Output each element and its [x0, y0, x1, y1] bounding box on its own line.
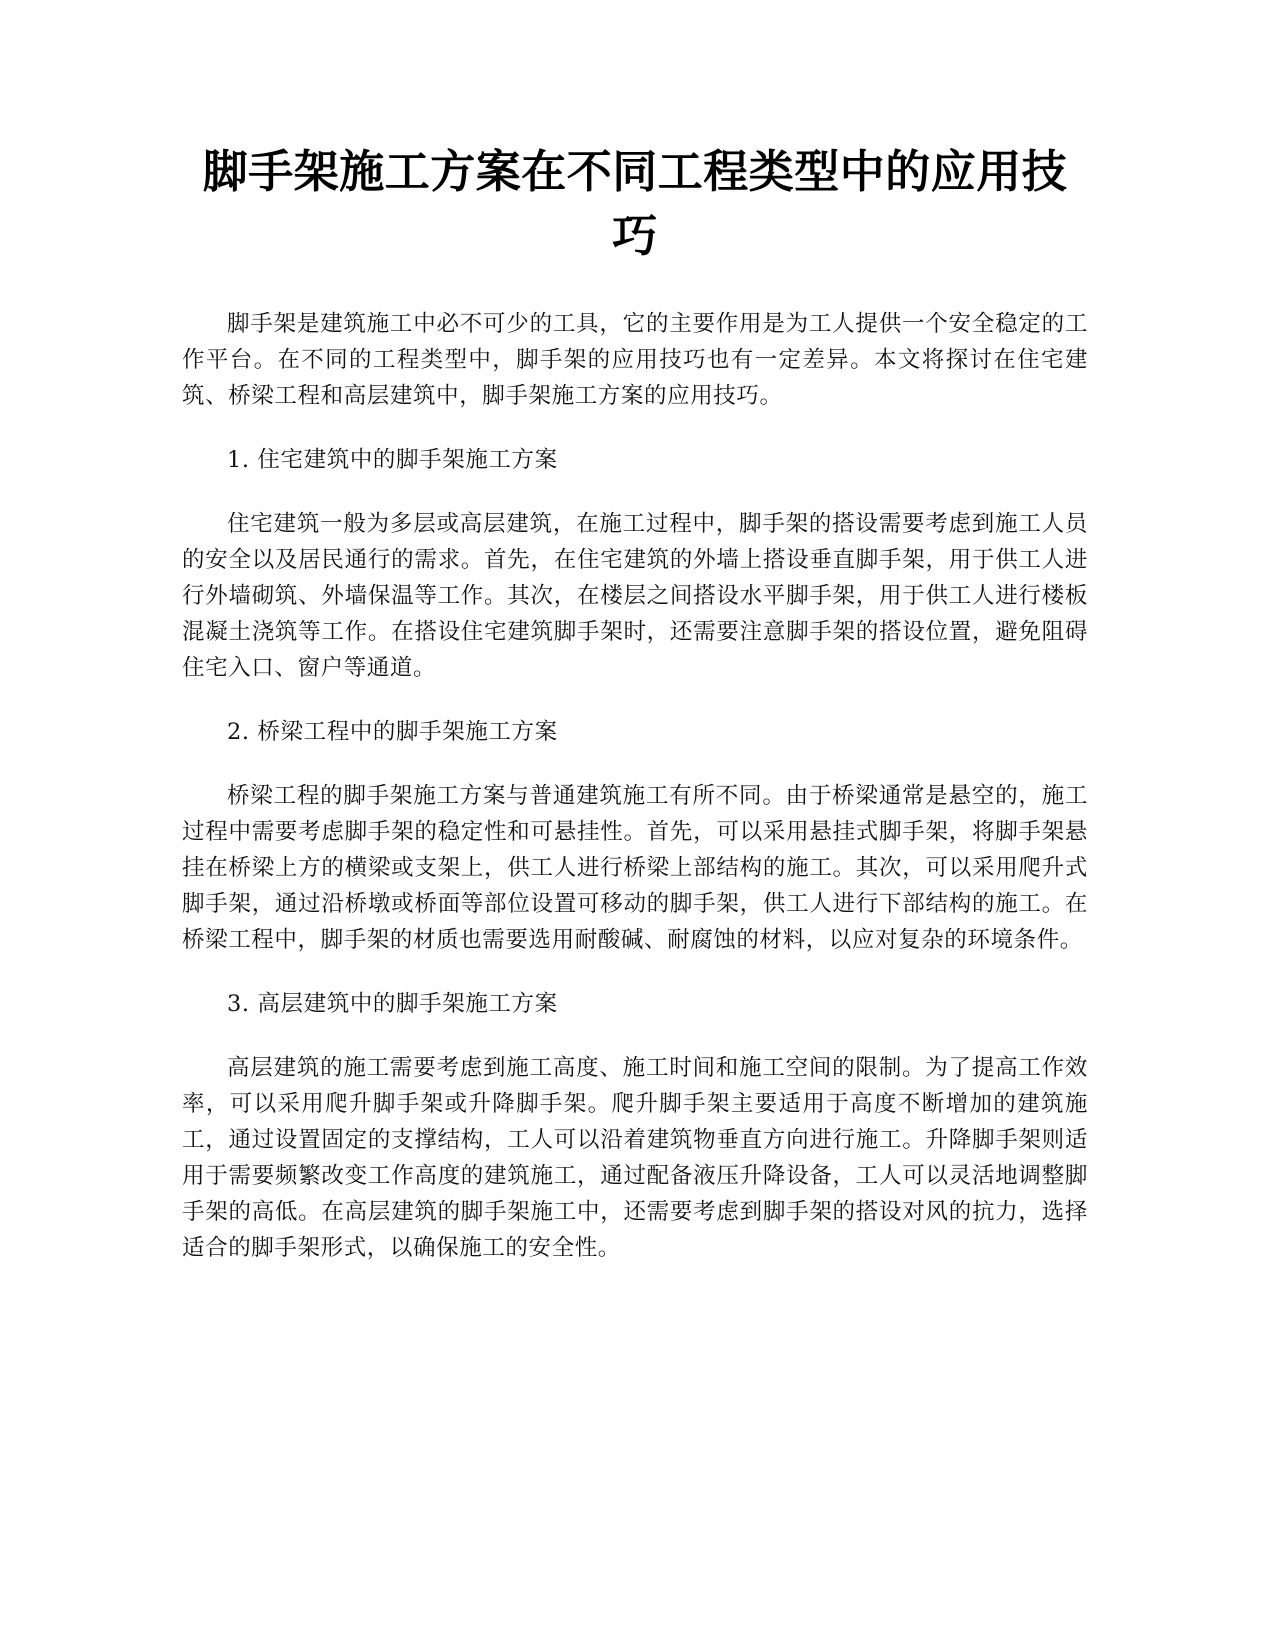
document-body	[182, 306, 1088, 1266]
section-body-bridge: 桥梁工程的脚手架施工方案与普通建筑施工有所不同。由于桥梁通常是悬空的，施工过程中需要考虑脚手架的稳定性和可悬挂性。首先，可以采用悬挂式脚手架，将脚手架悬挂在桥梁上方的横梁或支架上，供工人进行桥梁上部结构的施工。其次，可以采用爬升式脚手架，通过沿桥墩或桥面等部位设置可移动的脚手架，供工人进行下部结构的施工。在桥梁工程中，脚手架的材质也需要选用耐酸碱、耐腐蚀的材料，以应对复杂的环境条件。	[182, 783, 1088, 953]
section-heading-residential: 1. 住宅建筑中的脚手架施工方案	[227, 447, 558, 473]
section-body-residential: 住宅建筑一般为多层或高层建筑，在施工过程中，脚手架的搭设需要考虑到施工人员的安全以及居民通行的需求。首先，在住宅建筑的外墙上搭设垂直脚手架，用于供工人进行外墙砌筑、外墙保温等工作。其次，在楼层之间搭设水平脚手架，用于供工人进行楼板混凝土浇筑等工作。在搭设住宅建筑脚手架时，还需要注意脚手架的搭设位置，避免阻碍住宅入口、窗户等通道。	[182, 511, 1088, 681]
section-heading-highrise: 3. 高层建筑中的脚手架施工方案	[227, 991, 558, 1017]
document-page	[182, 140, 1088, 1294]
section-heading-bridge: 2. 桥梁工程中的脚手架施工方案	[227, 719, 558, 745]
document-title: 脚手架施工方案在不同工程类型中的应用技巧	[202, 145, 1068, 262]
intro-paragraph: 脚手架是建筑施工中必不可少的工具，它的主要作用是为工人提供一个安全稳定的工作平台。在不同的工程类型中，脚手架的应用技巧也有一定差异。本文将探讨在住宅建筑、桥梁工程和高层建筑中，脚手架施工方案的应用技巧。	[182, 311, 1088, 409]
section-body-highrise: 高层建筑的施工需要考虑到施工高度、施工时间和施工空间的限制。为了提高工作效率，可以采用爬升脚手架或升降脚手架。爬升脚手架主要适用于高度不断增加的建筑施工，通过设置固定的支撑结构，工人可以沿着建筑物垂直方向进行施工。升降脚手架则适用于需要频繁改变工作高度的建筑施工，通过配备液压升降设备，工人可以灵活地调整脚手架的高低。在高层建筑的脚手架施工中，还需要考虑到脚手架的搭设对风的抗力，选择适合的脚手架形式，以确保施工的安全性。	[182, 1055, 1088, 1261]
